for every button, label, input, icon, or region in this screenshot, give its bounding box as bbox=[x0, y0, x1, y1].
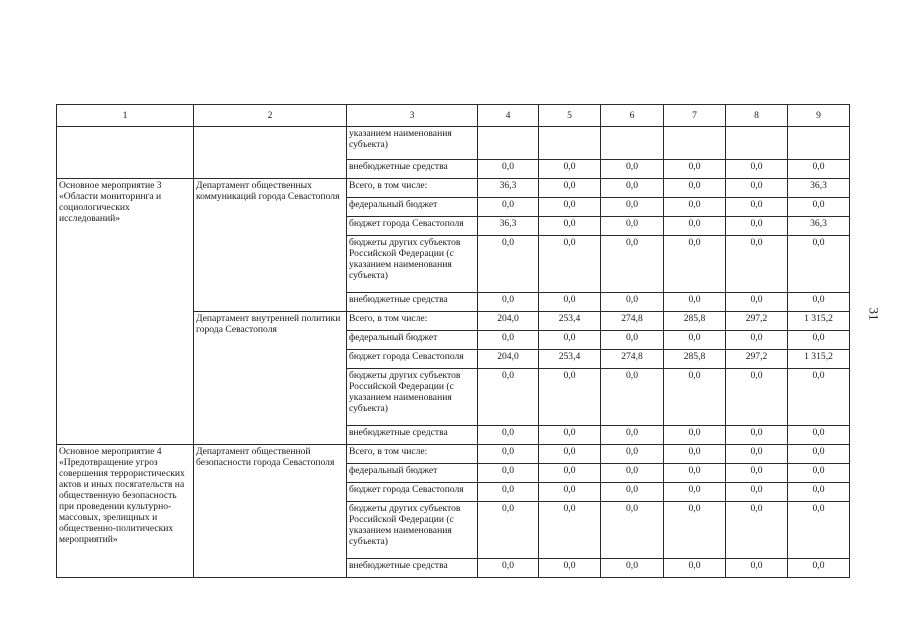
header-cell: 3 bbox=[347, 105, 478, 127]
source-cell: внебюджетные средства bbox=[347, 160, 478, 179]
value-cell: 285,8 bbox=[664, 350, 726, 369]
value-cell: 0,0 bbox=[478, 445, 539, 464]
value-cell: 0,0 bbox=[539, 217, 601, 236]
value-cell: 0,0 bbox=[726, 559, 788, 578]
value-cell: 0,0 bbox=[478, 483, 539, 502]
value-cell: 1 315,2 bbox=[788, 350, 850, 369]
value-cell: 0,0 bbox=[539, 369, 601, 426]
value-cell: 0,0 bbox=[601, 369, 664, 426]
value-cell: 0,0 bbox=[601, 502, 664, 559]
header-cell: 4 bbox=[478, 105, 539, 127]
value-cell: 0,0 bbox=[664, 483, 726, 502]
activity-cell: Основное мероприятие 4 «Предотвращение угроз совершения террористических актов и иных посягательств на общественную безопасность при проведении культурно-массовых, зрелищных и общественно-политических мероприятий» bbox=[57, 445, 194, 578]
value-cell: 274,8 bbox=[601, 350, 664, 369]
header-cell: 9 bbox=[788, 105, 850, 127]
value-cell: 0,0 bbox=[601, 293, 664, 312]
value-cell bbox=[601, 127, 664, 160]
value-cell: 0,0 bbox=[788, 369, 850, 426]
value-cell: 0,0 bbox=[478, 198, 539, 217]
value-cell: 0,0 bbox=[539, 445, 601, 464]
value-cell: 0,0 bbox=[478, 559, 539, 578]
source-cell: внебюджетные средства bbox=[347, 293, 478, 312]
value-cell: 0,0 bbox=[539, 483, 601, 502]
value-cell: 0,0 bbox=[601, 198, 664, 217]
source-cell: Всего, в том числе: bbox=[347, 179, 478, 198]
value-cell: 0,0 bbox=[601, 160, 664, 179]
source-cell: бюджеты других субъектов Российской Федерации (с указанием наименования субъекта) bbox=[347, 369, 478, 426]
value-cell: 1 315,2 bbox=[788, 312, 850, 331]
value-cell: 0,0 bbox=[664, 293, 726, 312]
value-cell: 204,0 bbox=[478, 350, 539, 369]
activity-cell bbox=[57, 127, 194, 179]
value-cell: 0,0 bbox=[601, 426, 664, 445]
value-cell: 0,0 bbox=[601, 445, 664, 464]
value-cell: 0,0 bbox=[726, 198, 788, 217]
source-cell: федеральный бюджет bbox=[347, 464, 478, 483]
value-cell: 204,0 bbox=[478, 312, 539, 331]
value-cell: 0,0 bbox=[601, 217, 664, 236]
value-cell: 253,4 bbox=[539, 312, 601, 331]
value-cell: 0,0 bbox=[726, 483, 788, 502]
header-row bbox=[57, 105, 850, 127]
value-cell: 0,0 bbox=[478, 160, 539, 179]
value-cell: 0,0 bbox=[539, 559, 601, 578]
value-cell bbox=[788, 127, 850, 160]
value-cell: 0,0 bbox=[539, 293, 601, 312]
value-cell: 274,8 bbox=[601, 312, 664, 331]
value-cell: 0,0 bbox=[726, 331, 788, 350]
value-cell: 0,0 bbox=[664, 502, 726, 559]
table-row bbox=[57, 445, 850, 464]
header-cell: 6 bbox=[601, 105, 664, 127]
value-cell: 0,0 bbox=[478, 426, 539, 445]
executor-cell: Департамент общественных коммуникаций города Севастополя bbox=[194, 179, 347, 312]
value-cell: 0,0 bbox=[726, 160, 788, 179]
value-cell: 0,0 bbox=[664, 464, 726, 483]
value-cell bbox=[539, 127, 601, 160]
value-cell: 0,0 bbox=[664, 426, 726, 445]
value-cell: 0,0 bbox=[664, 369, 726, 426]
value-cell: 0,0 bbox=[539, 502, 601, 559]
value-cell: 0,0 bbox=[478, 331, 539, 350]
value-cell: 0,0 bbox=[664, 236, 726, 293]
value-cell: 0,0 bbox=[788, 236, 850, 293]
source-cell: внебюджетные средства bbox=[347, 426, 478, 445]
header-cell: 7 bbox=[664, 105, 726, 127]
table-row bbox=[57, 127, 850, 160]
budget-table bbox=[56, 104, 850, 578]
source-cell: Всего, в том числе: bbox=[347, 445, 478, 464]
executor-cell bbox=[194, 127, 347, 179]
value-cell: 36,3 bbox=[478, 217, 539, 236]
value-cell: 0,0 bbox=[478, 369, 539, 426]
value-cell: 0,0 bbox=[478, 293, 539, 312]
value-cell: 0,0 bbox=[601, 464, 664, 483]
value-cell: 0,0 bbox=[726, 445, 788, 464]
value-cell: 297,2 bbox=[726, 312, 788, 331]
value-cell: 0,0 bbox=[478, 236, 539, 293]
page-number: 31 bbox=[866, 307, 882, 321]
value-cell: 0,0 bbox=[664, 198, 726, 217]
executor-cell: Департамент общественной безопасности города Севастополя bbox=[194, 445, 347, 578]
value-cell: 36,3 bbox=[788, 179, 850, 198]
value-cell: 0,0 bbox=[601, 236, 664, 293]
source-cell: федеральный бюджет bbox=[347, 331, 478, 350]
value-cell: 0,0 bbox=[601, 179, 664, 198]
source-cell: внебюджетные средства bbox=[347, 559, 478, 578]
value-cell: 0,0 bbox=[478, 502, 539, 559]
value-cell: 0,0 bbox=[478, 464, 539, 483]
value-cell: 0,0 bbox=[664, 331, 726, 350]
value-cell: 0,0 bbox=[539, 160, 601, 179]
value-cell: 0,0 bbox=[539, 198, 601, 217]
header-cell: 5 bbox=[539, 105, 601, 127]
value-cell: 0,0 bbox=[726, 293, 788, 312]
value-cell: 0,0 bbox=[664, 179, 726, 198]
value-cell: 0,0 bbox=[788, 198, 850, 217]
value-cell: 0,0 bbox=[601, 483, 664, 502]
executor-cell: Департамент внутренней политики города Севастополя bbox=[194, 312, 347, 445]
value-cell: 0,0 bbox=[726, 369, 788, 426]
value-cell: 0,0 bbox=[539, 426, 601, 445]
source-cell: Всего, в том числе: bbox=[347, 312, 478, 331]
value-cell: 0,0 bbox=[664, 559, 726, 578]
activity-cell: Основное мероприятие 3 «Области мониторинга и социологических исследований» bbox=[57, 179, 194, 445]
value-cell: 285,8 bbox=[664, 312, 726, 331]
value-cell: 297,2 bbox=[726, 350, 788, 369]
table-row bbox=[57, 179, 850, 198]
source-cell: бюджет города Севастополя bbox=[347, 217, 478, 236]
value-cell: 36,3 bbox=[788, 217, 850, 236]
source-cell: бюджеты других субъектов Российской Федерации (с указанием наименования субъекта) bbox=[347, 236, 478, 293]
value-cell: 0,0 bbox=[788, 426, 850, 445]
value-cell: 0,0 bbox=[788, 331, 850, 350]
value-cell: 0,0 bbox=[726, 502, 788, 559]
value-cell: 0,0 bbox=[539, 464, 601, 483]
value-cell: 253,4 bbox=[539, 350, 601, 369]
source-cell: бюджеты других субъектов Российской Федерации (с указанием наименования субъекта) bbox=[347, 502, 478, 559]
value-cell: 0,0 bbox=[788, 160, 850, 179]
header-cell: 1 bbox=[57, 105, 194, 127]
source-cell: федеральный бюджет bbox=[347, 198, 478, 217]
value-cell: 0,0 bbox=[664, 217, 726, 236]
value-cell: 0,0 bbox=[664, 160, 726, 179]
value-cell: 0,0 bbox=[788, 502, 850, 559]
value-cell: 0,0 bbox=[788, 293, 850, 312]
value-cell: 0,0 bbox=[788, 559, 850, 578]
value-cell: 0,0 bbox=[601, 331, 664, 350]
value-cell: 0,0 bbox=[539, 179, 601, 198]
value-cell: 0,0 bbox=[726, 217, 788, 236]
value-cell: 0,0 bbox=[726, 179, 788, 198]
value-cell: 0,0 bbox=[726, 464, 788, 483]
value-cell: 0,0 bbox=[726, 236, 788, 293]
value-cell: 0,0 bbox=[539, 236, 601, 293]
value-cell: 0,0 bbox=[539, 331, 601, 350]
value-cell: 0,0 bbox=[788, 483, 850, 502]
value-cell bbox=[478, 127, 539, 160]
value-cell: 0,0 bbox=[601, 559, 664, 578]
header-cell: 2 bbox=[194, 105, 347, 127]
value-cell: 0,0 bbox=[788, 464, 850, 483]
value-cell bbox=[664, 127, 726, 160]
source-cell: указанием наименования субъекта) bbox=[347, 127, 478, 160]
value-cell: 0,0 bbox=[788, 445, 850, 464]
value-cell bbox=[726, 127, 788, 160]
value-cell: 0,0 bbox=[726, 426, 788, 445]
header-cell: 8 bbox=[726, 105, 788, 127]
source-cell: бюджет города Севастополя bbox=[347, 483, 478, 502]
source-cell: бюджет города Севастополя bbox=[347, 350, 478, 369]
value-cell: 36,3 bbox=[478, 179, 539, 198]
value-cell: 0,0 bbox=[664, 445, 726, 464]
